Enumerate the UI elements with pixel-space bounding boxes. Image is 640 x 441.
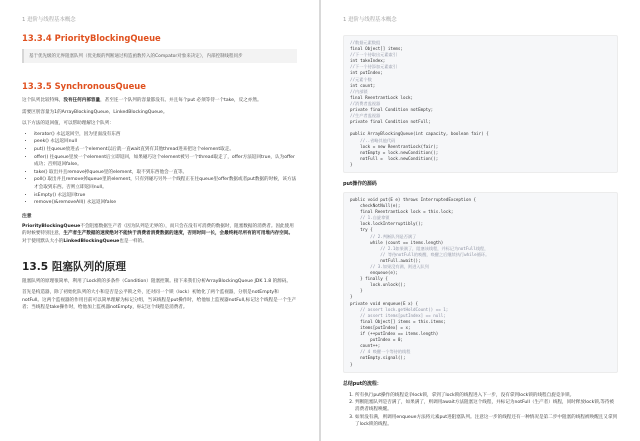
- code-line: checkNotNull(e);: [350, 203, 401, 209]
- code-line: notEmpty = lock.newCondition();: [350, 149, 439, 155]
- method-list: [22, 131, 297, 207]
- code-line: private final Condition notEmpty;: [350, 107, 434, 113]
- code-line: }: [350, 161, 353, 167]
- list-item: • put() 往queue放进去一个element以后就一直wait直到有其他thread进来把这个element取走。: [34, 146, 297, 154]
- note-title: 注意: [22, 213, 32, 219]
- section-title-priority-blocking-queue: 13.3.4 PriorityBlockingQueue: [22, 33, 161, 43]
- code-line: //下一个待取出元素索引: [350, 52, 397, 58]
- code-line: private final Condition notFull;: [350, 119, 431, 125]
- put-flow-label: 总结put的流程：: [343, 380, 382, 387]
- code-line: //下一个待添加元素索引: [350, 64, 397, 70]
- running-header: 1 进阶与线程基本概念: [343, 17, 397, 23]
- code-line: int count;: [350, 82, 376, 88]
- code-line: // 4 唤醒一个等待的线程: [350, 349, 411, 355]
- code-line: items[putIndex] = x;: [350, 324, 411, 330]
- code-line: while (count == items.length): [350, 239, 444, 245]
- code-line: lock.lockInterruptibly();: [350, 221, 424, 227]
- list-item: • offer() 往queue里放一个element后立即返回，如果碰巧这个element被另一个thread取走了，offer方法返回true，认为offer成功；否则返回false。: [34, 154, 297, 169]
- code-line: //消费者监视器: [350, 100, 381, 106]
- code-line: // 3.如果没有满，则进入队列: [350, 264, 429, 269]
- code-line: final ReentrantLock lock = this.lock;: [350, 209, 454, 215]
- code-line: public void put(E e) throws InterruptedException {: [350, 196, 477, 202]
- code-line: notFull.await();: [350, 257, 421, 263]
- list-item: • iterator() 永远返回空，因为里面没有东西: [34, 131, 297, 139]
- code-line: lock.unlock();: [350, 282, 406, 288]
- note-paragraph: PriorityBlockingQueue不会阻塞数据生产者（因为队列是无界的），而只会在没有可消费的数据时，阻塞数据的消费者。因此使用的时候要特别注意，生产者生产数据的速度绝对不能快于消费者消费数据的速度，否则时间一长，会最终耗尽所有的可用堆内存空间。对于使用默认大小的LinkedBlockingQueue也是一样的。: [22, 223, 294, 244]
- code-line: if (++putIndex == items.length): [350, 331, 439, 337]
- code-line: // assert items[putIndex] == null;: [350, 312, 446, 318]
- code-line: public ArrayBlockingQueue(int capacity, boolean fair) {: [350, 131, 489, 137]
- code-line: private void enqueue(E x) {: [350, 300, 419, 306]
- code-line: // 2.判断队列是否满了: [350, 233, 417, 239]
- code-line: enqueue(e);: [350, 270, 398, 276]
- code-block-put: [343, 192, 618, 373]
- list-item: • remove()&removeAll() 永远返回false: [34, 199, 297, 207]
- list-item: • isEmpty() 永远返回true: [34, 192, 297, 200]
- code-line: //元素个数: [350, 76, 372, 82]
- code-line: lock = new ReentrantLock(fair);: [350, 143, 439, 149]
- paragraph: 这个队列比较特殊，没有任何内部容量，甚至连一个队列的容量都没有。并且每个put 必须等待一个take，反之亦然。: [22, 98, 262, 103]
- code-line: int putIndex;: [350, 70, 383, 76]
- code-line: //数据元素数组: [350, 40, 381, 45]
- code-line: int takeIndex;: [350, 58, 386, 64]
- code-line: }: [350, 288, 363, 294]
- code-block-constructor: [343, 35, 618, 173]
- code-line: //内部锁: [350, 88, 368, 94]
- code-line: //生产者监视器: [350, 113, 381, 119]
- code-line: notFull = lock.newCondition();: [350, 155, 439, 161]
- list-item: 1. 所有执行put操作的线程竞争lock锁，拿到了lock锁的线程进入下一步，没有拿到lock锁的线程自旋竞争锁。: [355, 392, 618, 399]
- code-line: //..省略其他代码: [350, 137, 396, 143]
- code-line: final Object[] items;: [350, 46, 403, 52]
- paragraph: 首先是构造器，除了初始化队列的大小和是否是公平锁之外，还对同一个锁（lock）初始化了两个监视器，分别是notEmpty和notFull。这两个监视器的作用目前可以简单理解为标记分组，当该线程是put操作时，给他加上监视器notFull,标记这个线程是一个生产者；当线程是take操作时，给他加上监视器notEmpty，标记这个线程是消费者。: [22, 290, 297, 311]
- put-flow-steps: [343, 392, 618, 429]
- code-line: putIndex = 0;: [350, 337, 403, 343]
- list-item: • poll() 取出并且remove掉queue里的element，只有到碰巧另外一个线程正在往queue里offer数据或者put数据的时候，该方法才会取到东西。否则立即返回null。: [34, 176, 297, 191]
- code-line: // 等待notFull的唤醒，唤醒之后继续执行while循环。: [350, 251, 490, 257]
- code-line: count++;: [350, 343, 381, 349]
- code-line: try {: [350, 227, 373, 233]
- code-line: // assert lock.getHoldCount() == 1;: [350, 306, 449, 312]
- code-line: } finally {: [350, 276, 388, 282]
- code-line: }: [350, 294, 353, 300]
- list-item: • take() 取出并且remove掉queue里的element，取不到东西他会一直等。: [34, 169, 297, 177]
- code-line: final ReentrantLock lock;: [350, 94, 414, 100]
- list-item: • peek() 永远返回null: [34, 138, 297, 146]
- left-page: [0, 0, 319, 441]
- paragraph: 以下方法的返回值，可以帮助理解这个队列：: [22, 121, 114, 127]
- put-source-label: put操作的源码: [343, 180, 377, 187]
- paragraph: 阻塞队列的原理很简单，利用了Lock锁的多条件（Condition）阻塞控制。接下来我们分析ArrayBlockingQueue JDK 1.8 的源码。: [22, 278, 291, 284]
- code-line: }: [350, 361, 353, 367]
- list-item: 2. 判断阻塞队列是否满了，如果满了，则调用await方法阻塞这个线程，并标记为notFull（生产者）线程，同时释放lock锁,等待被消费者线程唤醒。: [355, 399, 618, 414]
- code-line: // 2.1如果满了，阻塞该线程，并标记为notFull线程，: [350, 245, 489, 251]
- running-header: 1 进阶与线程基本概念: [22, 17, 76, 23]
- paragraph: 需要区别容量为1的ArrayBlockingQueue、LinkedBlockingQueue。: [22, 109, 168, 115]
- blockquote: 基于优先级的无界阻塞队列（优先级的判断通过构造函数传入的Compator对象来决定），内部控制线程同步: [22, 49, 297, 63]
- code-line: notEmpty.signal();: [350, 355, 406, 361]
- right-page: [321, 0, 640, 441]
- code-line: // 1.自旋拿锁: [350, 215, 390, 221]
- section-title-synchronous-queue: 13.3.5 SynchronousQueue: [22, 81, 146, 91]
- list-item: 3. 如果没有满，则调用enqueue方法将元素put进阻塞队列。注意这一步的线程还有一种情况是第二步中阻塞的线程被唤醒且又拿到了lock锁的线程。: [355, 414, 618, 429]
- code-line: final Object[] items = this.items;: [350, 318, 446, 324]
- section-title-blocking-queue-principle: 13.5 阻塞队列的原理: [22, 260, 126, 273]
